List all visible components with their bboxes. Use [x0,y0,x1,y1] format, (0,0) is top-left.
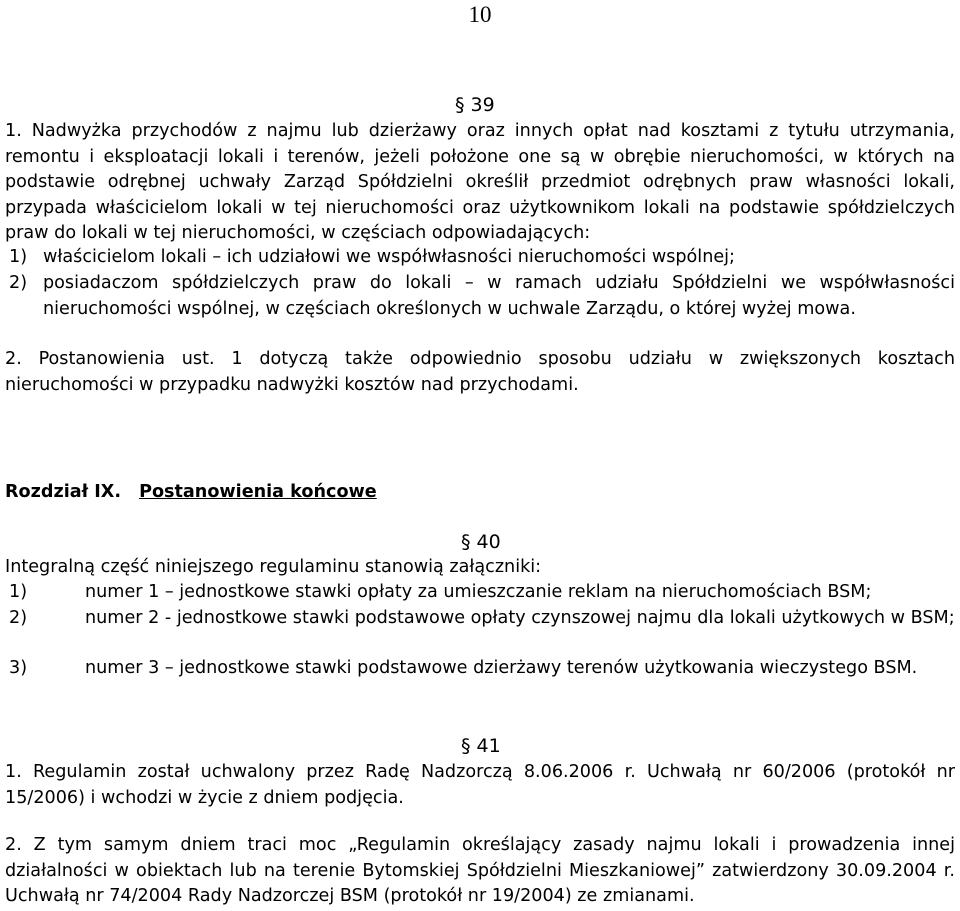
list-item-number: 1) [9,582,28,602]
section-41-heading: § 41 [461,735,501,757]
chapter-title: Postanowienia końcowe [139,482,377,502]
list-item-number: 2) [9,273,28,293]
section-39-paragraph-1: 1. Nadwyżka przychodów z najmu lub dzierżawy oraz innych opłat nad kosztami z tytułu utrzymania, remontu i eksploatacji lokali i terenów, jeżeli położone one są w obrębie nieruchomości, w których na podstawie odrębnej uchwały Zarząd Spółdzielni określił przedmiot odrębnych praw własności lokali, przypada właścicielom lokali w tej nieruchomości oraz użytkownikom lokali na podstawie spółdzielczych praw do lokali w tej nieruchomości, w częściach odpowiadających: [5,121,955,243]
list-item-text: numer 3 – jednostkowe stawki podstawowe dzierżawy terenów użytkowania wieczystego BSM. [85,658,918,678]
section-39-heading: § 39 [455,94,495,116]
section-40-heading: § 40 [461,531,501,553]
chapter-label: Rozdział IX. [5,482,122,502]
list-item-number: 2) [9,608,28,628]
list-item-text: numer 2 - jednostkowe stawki podstawowe opłaty czynszowej najmu dla lokali użytkowych w BSM; [85,608,955,628]
section-40-intro: Integralną część niniejszego regulaminu stanowią załączniki: [5,557,542,577]
list-item-number: 1) [9,247,28,267]
list-item-text: posiadaczom spółdzielczych praw do lokali – w ramach udziału Spółdzielni we współwłasności nieruchomości wspólnej, w częściach określonych w uchwale Zarządu, o której wyżej mowa. [43,273,955,319]
list-item-number: 3) [9,658,28,678]
chapter-heading [5,480,377,504]
list-item-text: właścicielom lokali – ich udziałowi we współwłasności nieruchomości wspólnej; [43,247,735,267]
page-number: 10 [468,2,492,27]
section-41-paragraph-1: 1. Regulamin został uchwalony przez Radę Nadzorczą 8.06.2006 r. Uchwałą nr 60/2006 (protokół nr 15/2006) i wchodzi w życie z dniem podjęcia. [5,762,955,808]
list-item-text: numer 1 – jednostkowe stawki opłaty za umieszczanie reklam na nieruchomościach BSM; [85,582,872,602]
section-41-paragraph-2: 2. Z tym samym dniem traci moc „Regulamin określający zasady najmu lokali i prowadzenia innej działalności w obiektach lub na terenie Bytomskiej Spółdzielni Mieszkaniowej” zatwierdzony 30.09.2004 r. Uchwałą nr 74/2004 Rady Nadzorczej BSM (protokół nr 19/2004) ze zmianami. [5,835,955,906]
section-39-paragraph-2: 2. Postanowienia ust. 1 dotyczą także odpowiednio sposobu udziału w zwiększonych kosztach nieruchomości w przypadku nadwyżki kosztów nad przychodami. [5,349,955,395]
